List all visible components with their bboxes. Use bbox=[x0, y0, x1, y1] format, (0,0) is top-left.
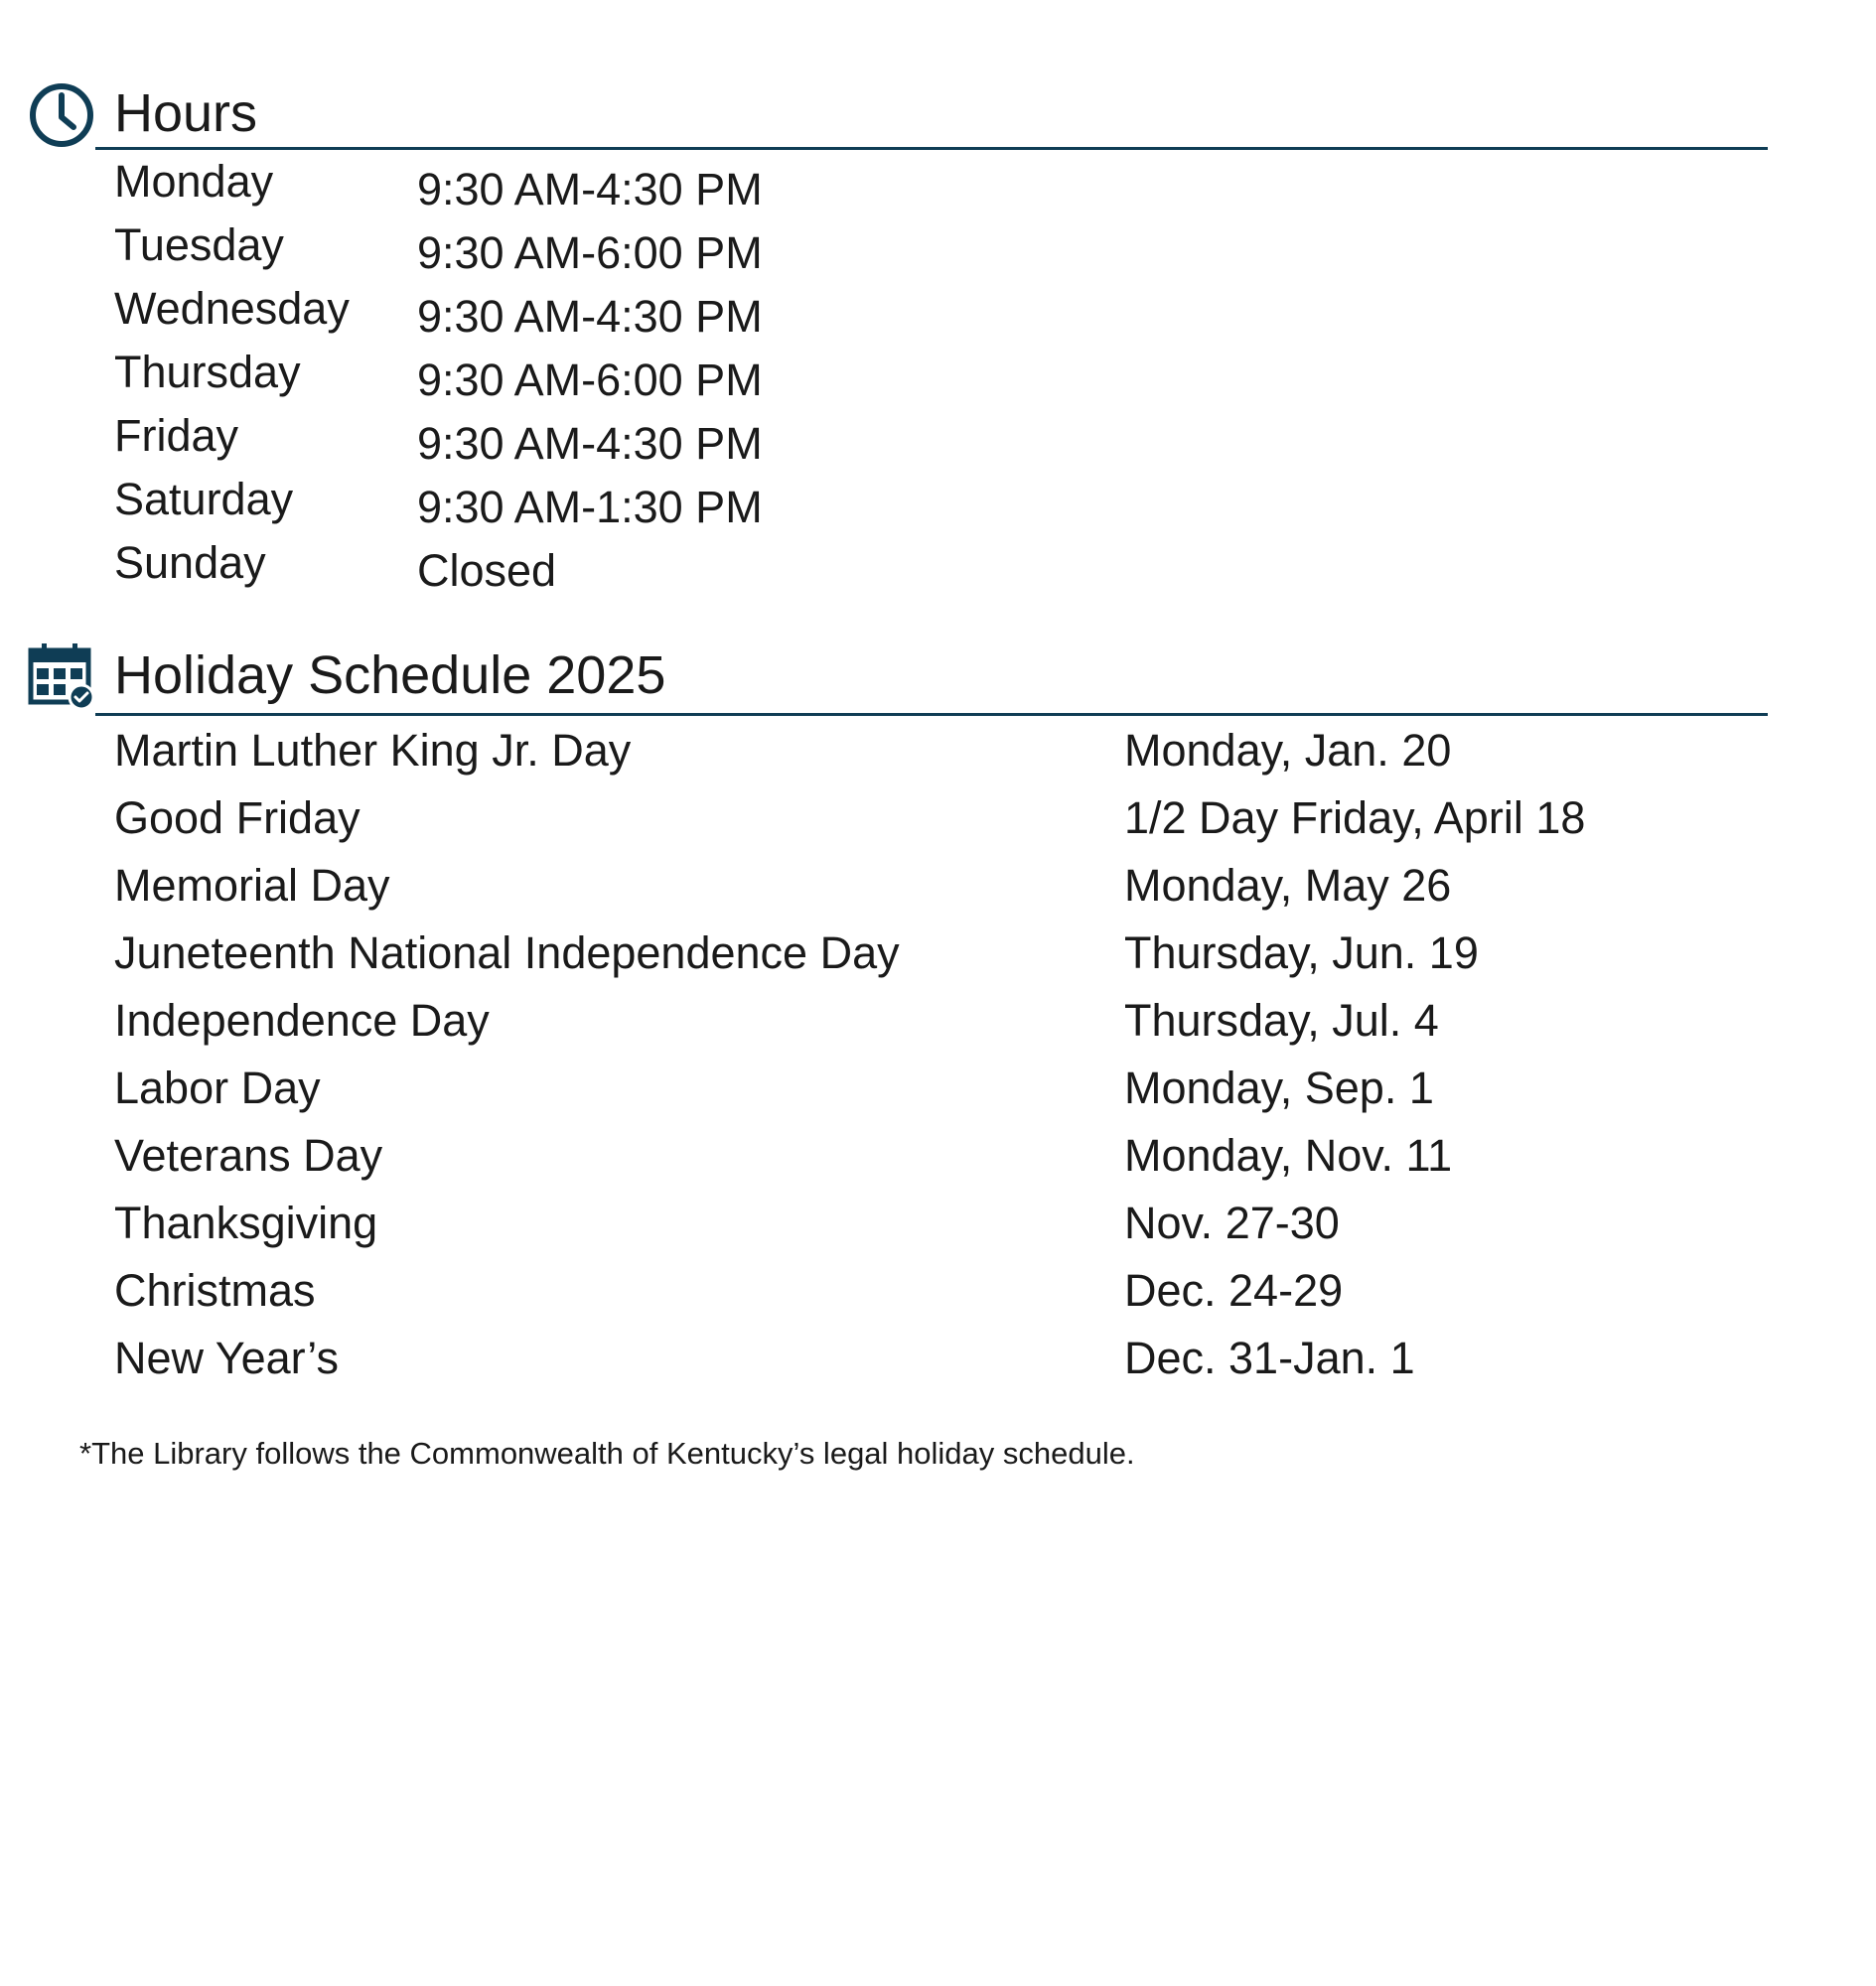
time-value: 9:30 AM-6:00 PM bbox=[417, 355, 763, 405]
day-label: Friday bbox=[114, 410, 239, 461]
hours-row-wednesday bbox=[114, 284, 909, 344]
holiday-divider bbox=[95, 713, 1768, 716]
footnote: *The Library follows the Commonwealth of Kentucky’s legal holiday schedule. bbox=[79, 1436, 1135, 1471]
holiday-name: Christmas bbox=[114, 1265, 316, 1316]
time-value: 9:30 AM-6:00 PM bbox=[417, 227, 763, 278]
holiday-name: Martin Luther King Jr. Day bbox=[114, 725, 632, 776]
hours-divider bbox=[95, 147, 1768, 150]
holiday-name: Labor Day bbox=[114, 1063, 321, 1113]
holiday-row bbox=[114, 858, 1703, 918]
holiday-title: Holiday Schedule 2025 bbox=[114, 645, 666, 705]
holiday-date: Dec. 24-29 bbox=[1124, 1265, 1344, 1316]
hours-row-saturday bbox=[114, 475, 909, 534]
holiday-date: Nov. 27-30 bbox=[1124, 1198, 1340, 1248]
holiday-name: Memorial Day bbox=[114, 860, 390, 911]
holiday-row bbox=[114, 1061, 1703, 1120]
hours-row-friday bbox=[114, 411, 909, 471]
holiday-name: Thanksgiving bbox=[114, 1198, 378, 1248]
holiday-name: New Year’s bbox=[114, 1333, 339, 1383]
hours-row-tuesday bbox=[114, 220, 909, 280]
holiday-name: Veterans Day bbox=[114, 1130, 383, 1181]
day-label: Tuesday bbox=[114, 219, 284, 270]
hours-row-sunday bbox=[114, 538, 909, 598]
holiday-date: Monday, Nov. 11 bbox=[1124, 1130, 1453, 1181]
holiday-date: Monday, May 26 bbox=[1124, 860, 1452, 911]
holiday-date: 1/2 Day Friday, April 18 bbox=[1124, 792, 1586, 843]
time-value: 9:30 AM-4:30 PM bbox=[417, 164, 763, 214]
day-label: Thursday bbox=[114, 347, 301, 397]
holiday-date: Thursday, Jul. 4 bbox=[1124, 995, 1439, 1046]
holiday-name: Independence Day bbox=[114, 995, 490, 1046]
holiday-name: Juneteenth National Independence Day bbox=[114, 927, 900, 978]
holiday-row bbox=[114, 1128, 1703, 1188]
time-value: 9:30 AM-1:30 PM bbox=[417, 482, 763, 532]
day-label: Saturday bbox=[114, 474, 294, 524]
holiday-row bbox=[114, 993, 1703, 1053]
holiday-row bbox=[114, 790, 1703, 850]
holiday-date: Monday, Jan. 20 bbox=[1124, 725, 1452, 776]
holiday-row bbox=[114, 1331, 1703, 1390]
hours-row-monday bbox=[114, 157, 909, 216]
hours-row-thursday bbox=[114, 348, 909, 407]
day-label: Sunday bbox=[114, 537, 266, 588]
holiday-row bbox=[114, 723, 1703, 782]
holiday-date: Thursday, Jun. 19 bbox=[1124, 927, 1479, 978]
clock-icon bbox=[28, 81, 95, 149]
day-label: Wednesday bbox=[114, 283, 350, 334]
holiday-row bbox=[114, 925, 1703, 985]
holiday-date: Dec. 31-Jan. 1 bbox=[1124, 1333, 1415, 1383]
holiday-row bbox=[114, 1263, 1703, 1323]
calendar-check-icon bbox=[28, 641, 95, 709]
day-label: Monday bbox=[114, 156, 274, 207]
holiday-name: Good Friday bbox=[114, 792, 361, 843]
holiday-row bbox=[114, 1196, 1703, 1255]
time-value: 9:30 AM-4:30 PM bbox=[417, 418, 763, 469]
hours-title: Hours bbox=[114, 83, 258, 143]
holiday-date: Monday, Sep. 1 bbox=[1124, 1063, 1434, 1113]
time-value: 9:30 AM-4:30 PM bbox=[417, 291, 763, 342]
time-value: Closed bbox=[417, 545, 557, 596]
